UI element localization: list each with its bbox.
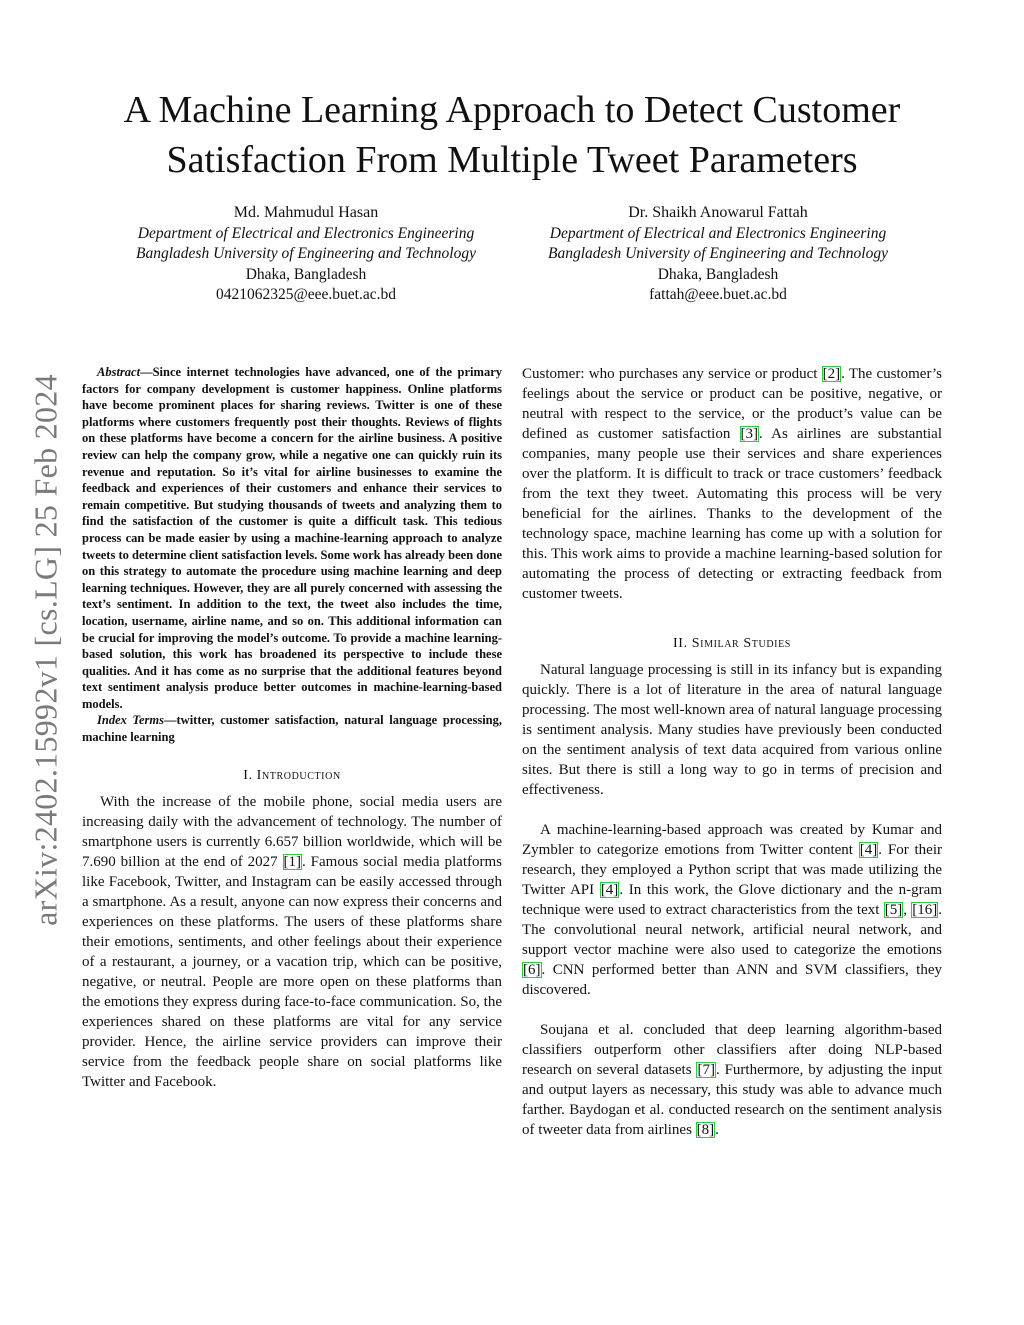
citation-link[interactable]: [6] [523,962,541,978]
citation-link[interactable]: [2] [822,366,841,382]
author-department: Department of Electrical and Electronics Engineering [549,224,887,242]
text-run: , [903,902,912,918]
text-run: . The customer’s feelings about the service or product can be positive, negative, or neutral with respect to the service, or the product’s value can be defined as customer satisfaction [522,366,943,442]
citation-link[interactable]: [5] [884,902,903,918]
author-location: Dhaka, Bangladesh [245,265,367,283]
citation-link[interactable]: [1] [283,853,302,870]
intro-paragraph-2 [522,364,942,604]
author-department: Department of Electrical and Electronics Engineering [137,224,475,242]
similar-paragraph-3 [522,1020,942,1140]
text-run: . CNN performed better than ANN and SVM classifiers, they discovered. [522,962,942,998]
right-column [522,364,942,1140]
arxiv-identifier[interactable]: arXiv:2402.15992v1 [cs.LG] 25 Feb 2024 [27,374,64,926]
author-block-2 [508,203,928,306]
text-run: Customer: who purchases any service or product [522,366,822,382]
author-name: Dr. Shaikh Anowarul Fattah [628,204,808,221]
author-university: Bangladesh University of Engineering and Technology [548,245,888,263]
text-run: With the increase of the mobile phone, social media users are increasing daily with the advancement of technology. The number of smartphone users is currently 6.657 billion worldwide, which will be 7.690 billion at the end of 2027 [82,793,502,870]
section-heading-similar-studies: II. Similar Studies [673,636,791,651]
text-run: . [715,1122,719,1138]
author-university: Bangladesh University of Engineering and Technology [136,245,476,263]
text-run: A machine-learning-based approach was created by Kumar and Zymbler to categorize emotions from Twitter content [522,822,942,858]
text-run: . For their research, they employed a Python script that was made utilizing the Twitter API [522,842,943,898]
similar-paragraph-1: Natural language processing is still in its infancy but is expanding quickly. There is a lot of literature in the area of natural language processing. The most well-known area of natural language processing is sentiment analysis. Many studies have previously been conducted on the sentiment analysis of text data acquired from various online sites. But there is still a long way to go in terms of precision and effectiveness. [522,662,942,798]
text-run: . In this work, the Glove dictionary and the n-gram technique were used to extract characteristics from the text [522,882,942,918]
text-run: . Famous social media platforms like Facebook, Twitter, and Instagram can be easily accessed through a smartphone. As a result, anyone can now express their concerns and experiences on these platforms. The users of these platforms share their emotions, sentiments, and other feelings about their experience of a restaurant, a journey, or a vacation trip, which can be positive, negative, or neutral. People are more open on these platforms than the emotions they express during face-to-face communication. So, the experiences shared on these platforms are vital for any service provider. Hence, the airline service providers can improve their service from the feedback people share on social platforms like Twitter and Facebook. [82,853,502,1090]
citation-link[interactable]: [4] [859,842,878,858]
citation-link[interactable]: [4] [600,882,619,898]
text-run: . Furthermore, by adjusting the input and output layers as necessary, this study was able to advance much farther. Baydogan et al. conducted research on the sentiment analysis of tweeter data from airlines [522,1062,942,1138]
index-terms-label: Index Terms [97,713,164,728]
index-terms [82,712,502,745]
index-terms-text: —twitter, customer satisfaction, natural language processing, machine learning [82,713,502,745]
abstract-text: —Since internet technologies have advanced, one of the primary factors for company development is customer happiness. Online platforms have become prominent places for sharing reviews. Twitter is one of these platforms where customers frequently post their thoughts. Reviews of flights on these platforms have become a concern for the airline business. A positive review can help the company grow, while a negative one can quickly ruin its revenue and reputation. So it’s vital for airline businesses to examine the feedback and experiences of their customers and enhance their services to remain competitive. But studying thousands of tweets and analyzing them to find the satisfaction of the customer is quite a difficult task. This tedious process can be made easier by using a machine-learning approach to analyze tweets to determine client satisfaction levels. Some work has already been done on this strategy to automate the procedure using machine learning and deep learning techniques. However, they are all purely concerned with assessing the text’s sentiment. In addition to the text, the tweet also includes the time, location, username, airline name, and so on. This additional information can be crucial for improving the model’s outcome. To provide a machine learning-based solution, this work has broadened its perspective to include these qualities. And it has come as no surprise that the additional features beyond text sentiment analysis produce better outcomes in machine-learning-based models. [82,365,502,711]
author-email[interactable]: fattah@eee.buet.ac.bd [649,286,787,304]
author-email[interactable]: 0421062325@eee.buet.ac.bd [216,286,396,304]
citation-link[interactable]: [16] [912,902,938,918]
similar-paragraph-2 [522,820,942,1000]
text-run: Soujana et al. concluded that deep learning algorithm-based classifiers outperform other classifiers after doing NLP-based research on several datasets [522,1022,942,1078]
citation-link[interactable]: [3] [740,426,759,442]
abstract-label: Abstract [97,365,141,379]
text-run: . As airlines are substantial companies, many people use their services and share experiences over the platform. It is difficult to track or trace customers’ feedback from the text they tweet. Automating this process will be very beneficial for the airlines. Thanks to the development of the technology space, machine learning has come up with a solution for this. This work aims to provide a machine learning-based solution for automating the process of detecting or extracting feedback from customer tweets. [522,426,942,602]
author-name: Md. Mahmudul Hasan [233,204,379,221]
abstract [82,364,502,712]
left-column [82,364,502,1092]
text-run: . The convolutional neural network, artificial neural network, and support vector machine were also used to categorize the emotions [522,902,942,958]
citation-link[interactable]: [8] [696,1122,715,1138]
intro-paragraph-1 [82,792,502,1092]
citation-link[interactable]: [7] [697,1062,715,1078]
author-block-1 [96,203,516,306]
section-heading-introduction: I. Introduction [243,767,341,783]
author-location: Dhaka, Bangladesh [657,265,779,283]
paper-title: A Machine Learning Approach to Detect Customer Satisfaction From Multiple Tweet Parameters [123,89,901,181]
